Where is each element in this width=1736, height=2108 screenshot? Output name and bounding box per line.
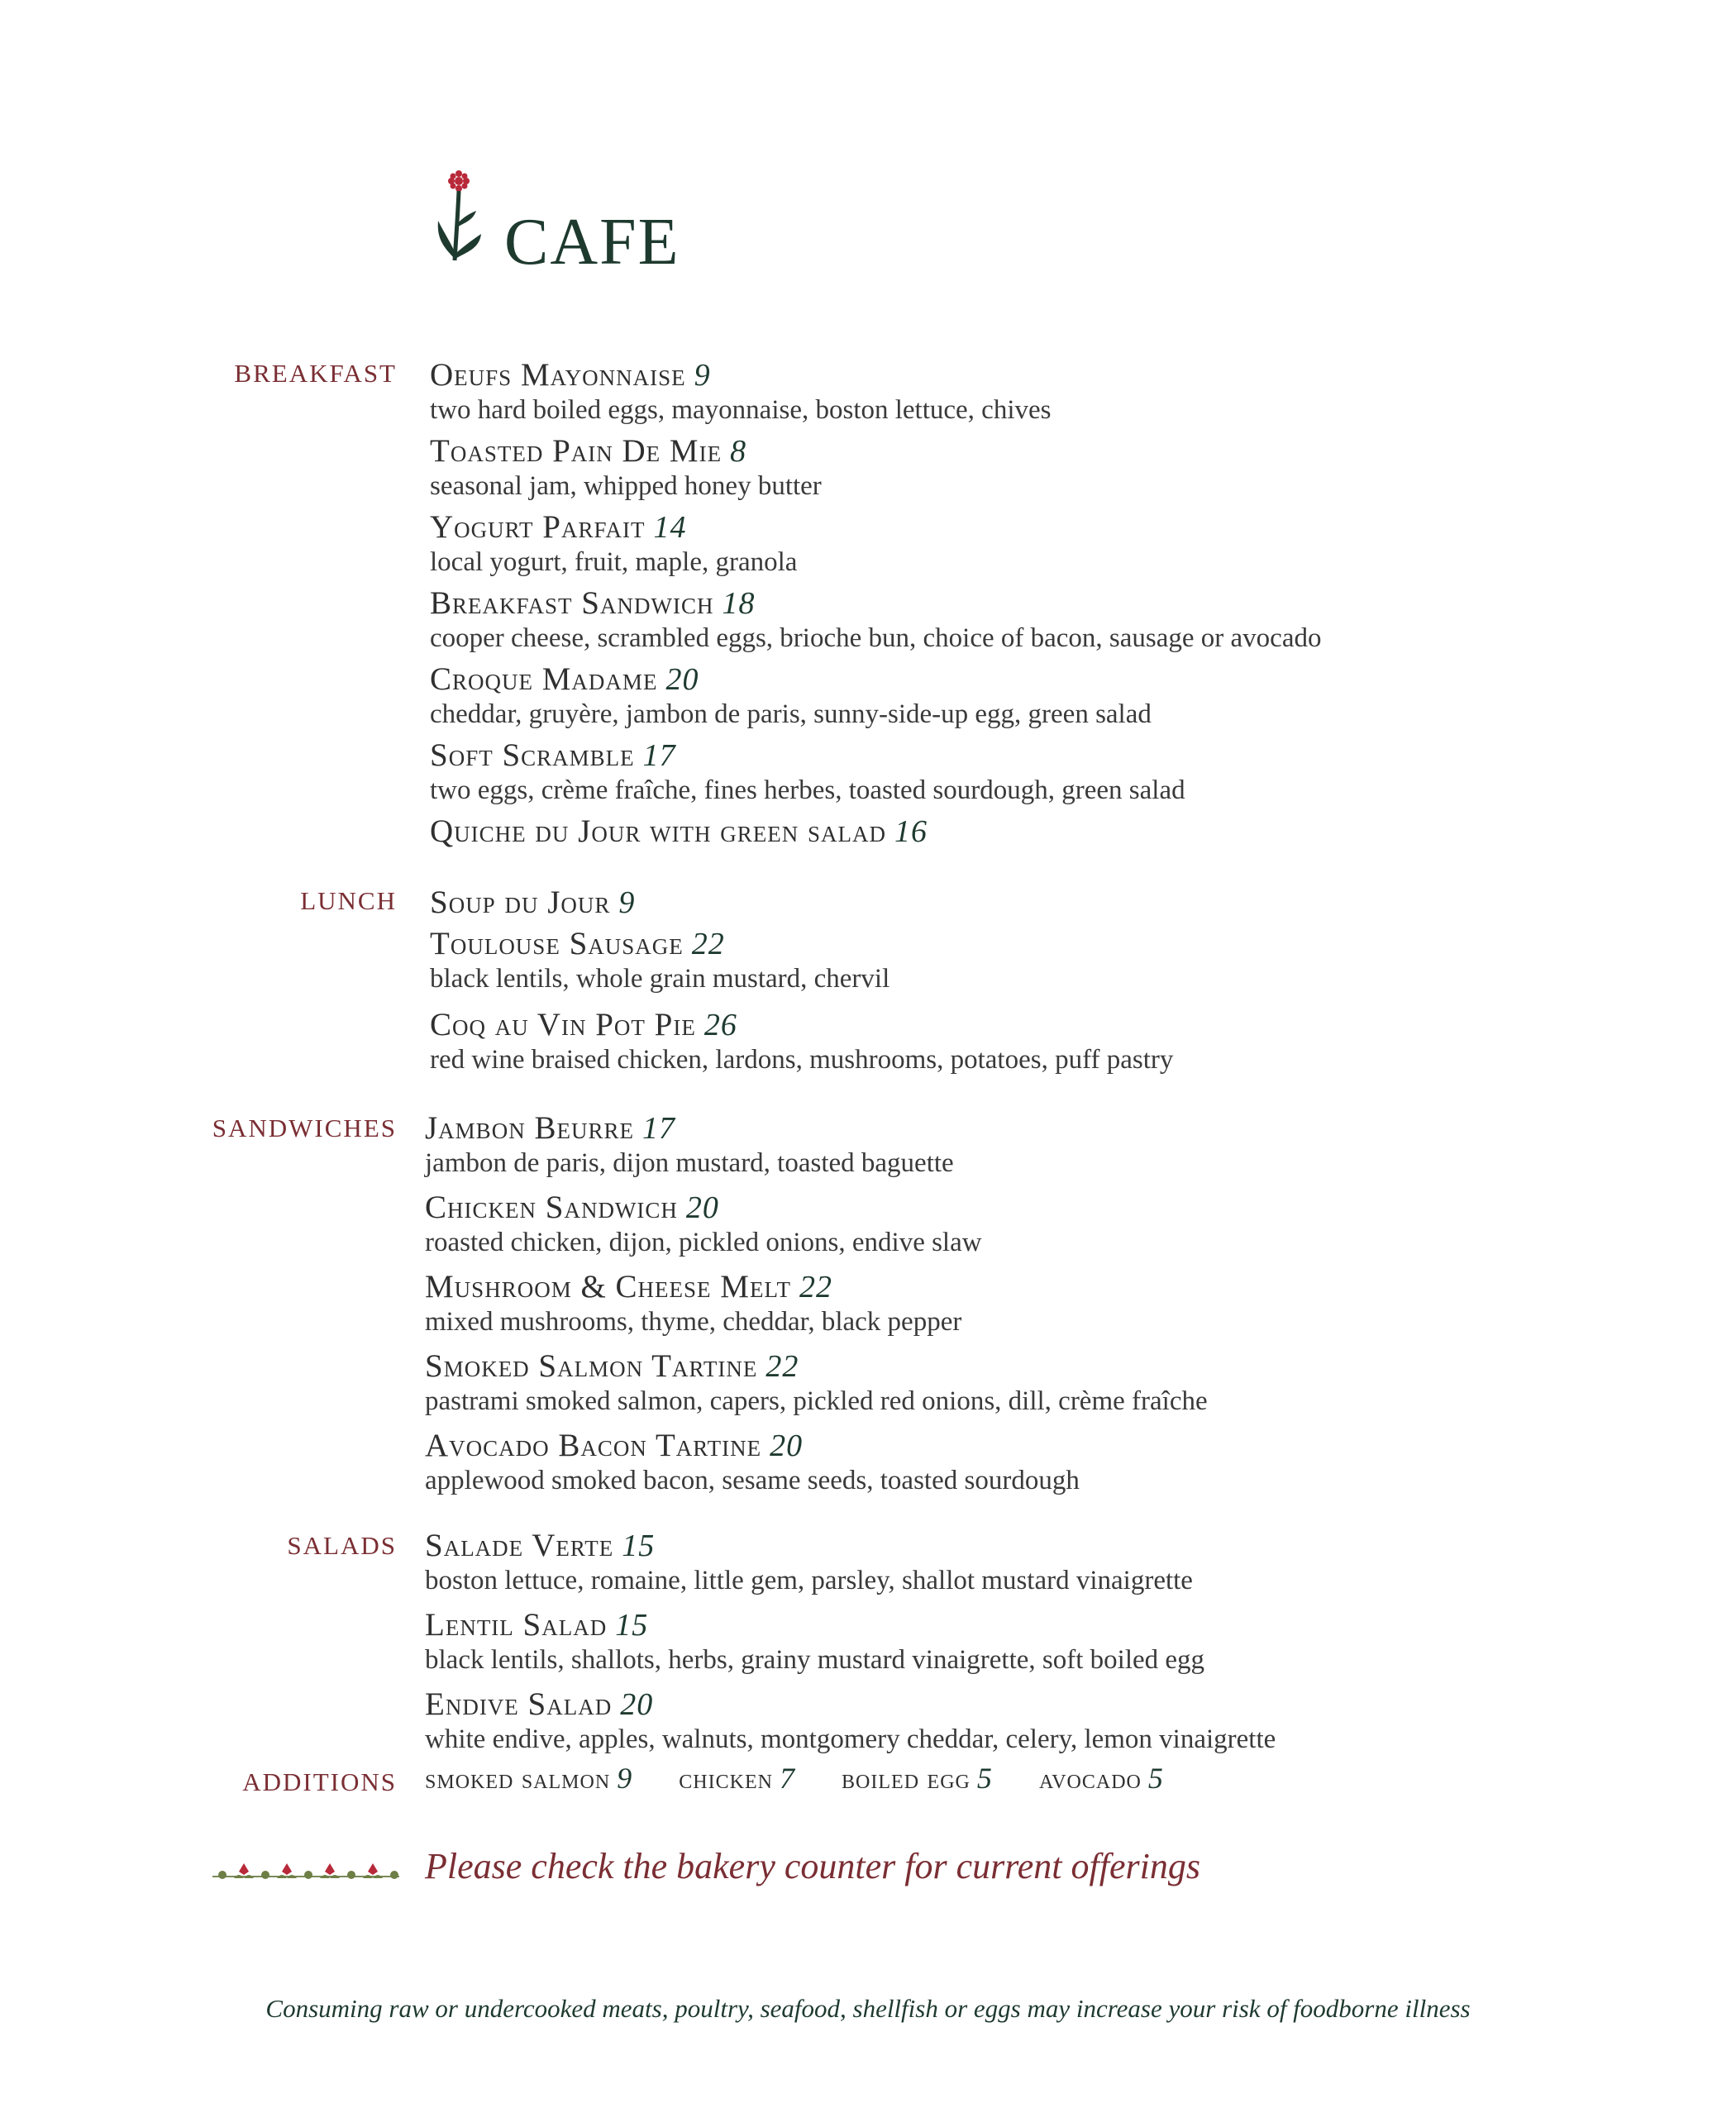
addition-item [679, 1761, 794, 1796]
menu-item [425, 1110, 1208, 1190]
item-price: 20 [665, 662, 699, 697]
menu-item [430, 885, 1173, 926]
flower-icon [430, 169, 488, 269]
addition-item [1039, 1761, 1163, 1796]
item-description: two hard boiled eggs, mayonnaise, boston lettuce, chives [430, 395, 1052, 425]
menu-item [425, 1528, 1276, 1607]
item-price: 22 [765, 1349, 799, 1384]
item-description: applewood smoked bacon, sesame seeds, toasted sourdough [425, 1466, 1080, 1495]
item-description: boston lettuce, romaine, little gem, parsley, shallot mustard vinaigrette [425, 1566, 1193, 1595]
item-description: roasted chicken, dijon, pickled onions, endive slaw [425, 1228, 982, 1257]
additions-list [425, 1761, 1206, 1796]
item-description: white endive, apples, walnuts, montgomery cheddar, celery, lemon vinaigrette [425, 1724, 1276, 1754]
item-price: 26 [703, 1008, 737, 1042]
menu-item [430, 1007, 1173, 1083]
item-price: 22 [799, 1270, 832, 1304]
menu-item [430, 737, 1321, 813]
section-label-salads: SALADS [287, 1531, 397, 1560]
item-description: seasonal jam, whipped honey butter [430, 471, 822, 501]
item-price: 20 [685, 1190, 719, 1225]
item-description: red wine braised chicken, lardons, mushrooms, potatoes, puff pastry [430, 1045, 1174, 1075]
addition-name: avocado [1038, 1764, 1142, 1795]
item-price: 16 [894, 814, 928, 849]
section-label-sandwiches: SANDWICHES [212, 1114, 397, 1142]
item-description: cheddar, gruyère, jambon de paris, sunny-side-up egg, green salad [430, 699, 1152, 729]
item-price: 17 [642, 738, 676, 773]
addition-price: 5 [1147, 1762, 1163, 1795]
addition-item [425, 1761, 632, 1796]
addition-price: 9 [617, 1762, 632, 1795]
item-name: Endive Salad 20 [425, 1686, 654, 1722]
item-price: 20 [770, 1428, 804, 1463]
menu-item [430, 585, 1321, 661]
item-name: Chicken Sandwich 20 [425, 1190, 719, 1225]
menu-item [430, 661, 1321, 737]
item-name: Smoked Salmon Tartine 22 [425, 1348, 799, 1384]
menu-item [425, 1686, 1276, 1766]
bakery-note: Please check the bakery counter for current offerings [425, 1846, 1200, 1886]
addition-name: chicken [679, 1764, 773, 1795]
item-name: Oeufs Mayonnaise 9 [430, 357, 711, 393]
item-price: 9 [618, 885, 636, 920]
item-name: Mushroom & Cheese Melt 22 [425, 1269, 832, 1304]
menu-item [425, 1428, 1208, 1507]
item-name: Salade Verte 15 [425, 1528, 656, 1563]
food-safety-disclaimer: Consuming raw or undercooked meats, poultry, seafood, shellfish or eggs may increase your risk of foodborne illness [265, 1994, 1471, 2023]
floral-divider-icon [211, 1860, 401, 1885]
menu-item [430, 357, 1321, 433]
item-description: black lentils, whole grain mustard, chervil [430, 964, 890, 994]
addition-price: 7 [779, 1762, 794, 1795]
item-name: Croque Madame 20 [430, 661, 699, 697]
addition-name: boiled egg [842, 1764, 971, 1795]
addition-item [842, 1761, 992, 1796]
section-label-breakfast: BREAKFAST [234, 359, 397, 388]
item-name: Soft Scramble 17 [430, 737, 676, 773]
page-title: CAFE [504, 206, 680, 279]
item-description: two eggs, crème fraîche, fines herbes, toasted sourdough, green salad [430, 775, 1185, 805]
item-description: cooper cheese, scrambled eggs, brioche bun, choice of bacon, sausage or avocado [430, 623, 1322, 653]
menu-item [425, 1190, 1208, 1269]
addition-name: smoked salmon [425, 1764, 611, 1795]
menu-item [425, 1269, 1208, 1348]
menu-item [425, 1607, 1276, 1686]
item-price: 22 [691, 927, 725, 961]
menu-item [425, 1348, 1208, 1428]
item-price: 9 [694, 358, 711, 393]
item-name: Toulouse Sausage 22 [430, 926, 725, 961]
lunch-items [430, 885, 1173, 1083]
item-price: 15 [622, 1529, 656, 1563]
menu-item [430, 926, 1173, 1007]
section-label-lunch: LUNCH [300, 886, 397, 915]
menu-item [430, 509, 1321, 585]
salads-items [425, 1528, 1276, 1766]
item-description: pastrami smoked salmon, capers, pickled red onions, dill, crème fraîche [425, 1386, 1208, 1416]
item-name: Breakfast Sandwich 18 [430, 585, 756, 621]
item-description: mixed mushrooms, thyme, cheddar, black pepper [425, 1307, 962, 1337]
item-description: local yogurt, fruit, maple, granola [430, 547, 798, 577]
item-description: black lentils, shallots, herbs, grainy mustard vinaigrette, soft boiled egg [425, 1645, 1205, 1675]
item-name: Quiche du Jour with green salad 16 [430, 813, 928, 849]
menu-item [430, 813, 1321, 855]
item-price: 20 [620, 1687, 654, 1722]
item-price: 14 [653, 510, 687, 545]
item-name: Jambon Beurre 17 [425, 1110, 675, 1146]
section-label-additions: ADDITIONS [242, 1767, 397, 1796]
sandwiches-items [425, 1110, 1208, 1507]
item-name: Lentil Salad 15 [425, 1607, 649, 1643]
item-price: 18 [722, 586, 756, 621]
item-name: Yogurt Parfait 14 [430, 509, 687, 545]
item-price: 17 [641, 1111, 675, 1146]
item-name: Avocado Bacon Tartine 20 [425, 1428, 804, 1463]
item-name: Soup du Jour 9 [430, 885, 636, 920]
menu-item [430, 433, 1321, 509]
item-price: 8 [730, 434, 747, 469]
item-name: Coq au Vin Pot Pie 26 [430, 1007, 737, 1042]
item-name: Toasted Pain De Mie 8 [430, 433, 747, 469]
breakfast-items [430, 357, 1321, 855]
item-description: jambon de paris, dijon mustard, toasted baguette [425, 1148, 954, 1178]
addition-price: 5 [976, 1762, 992, 1795]
item-price: 15 [615, 1608, 649, 1643]
